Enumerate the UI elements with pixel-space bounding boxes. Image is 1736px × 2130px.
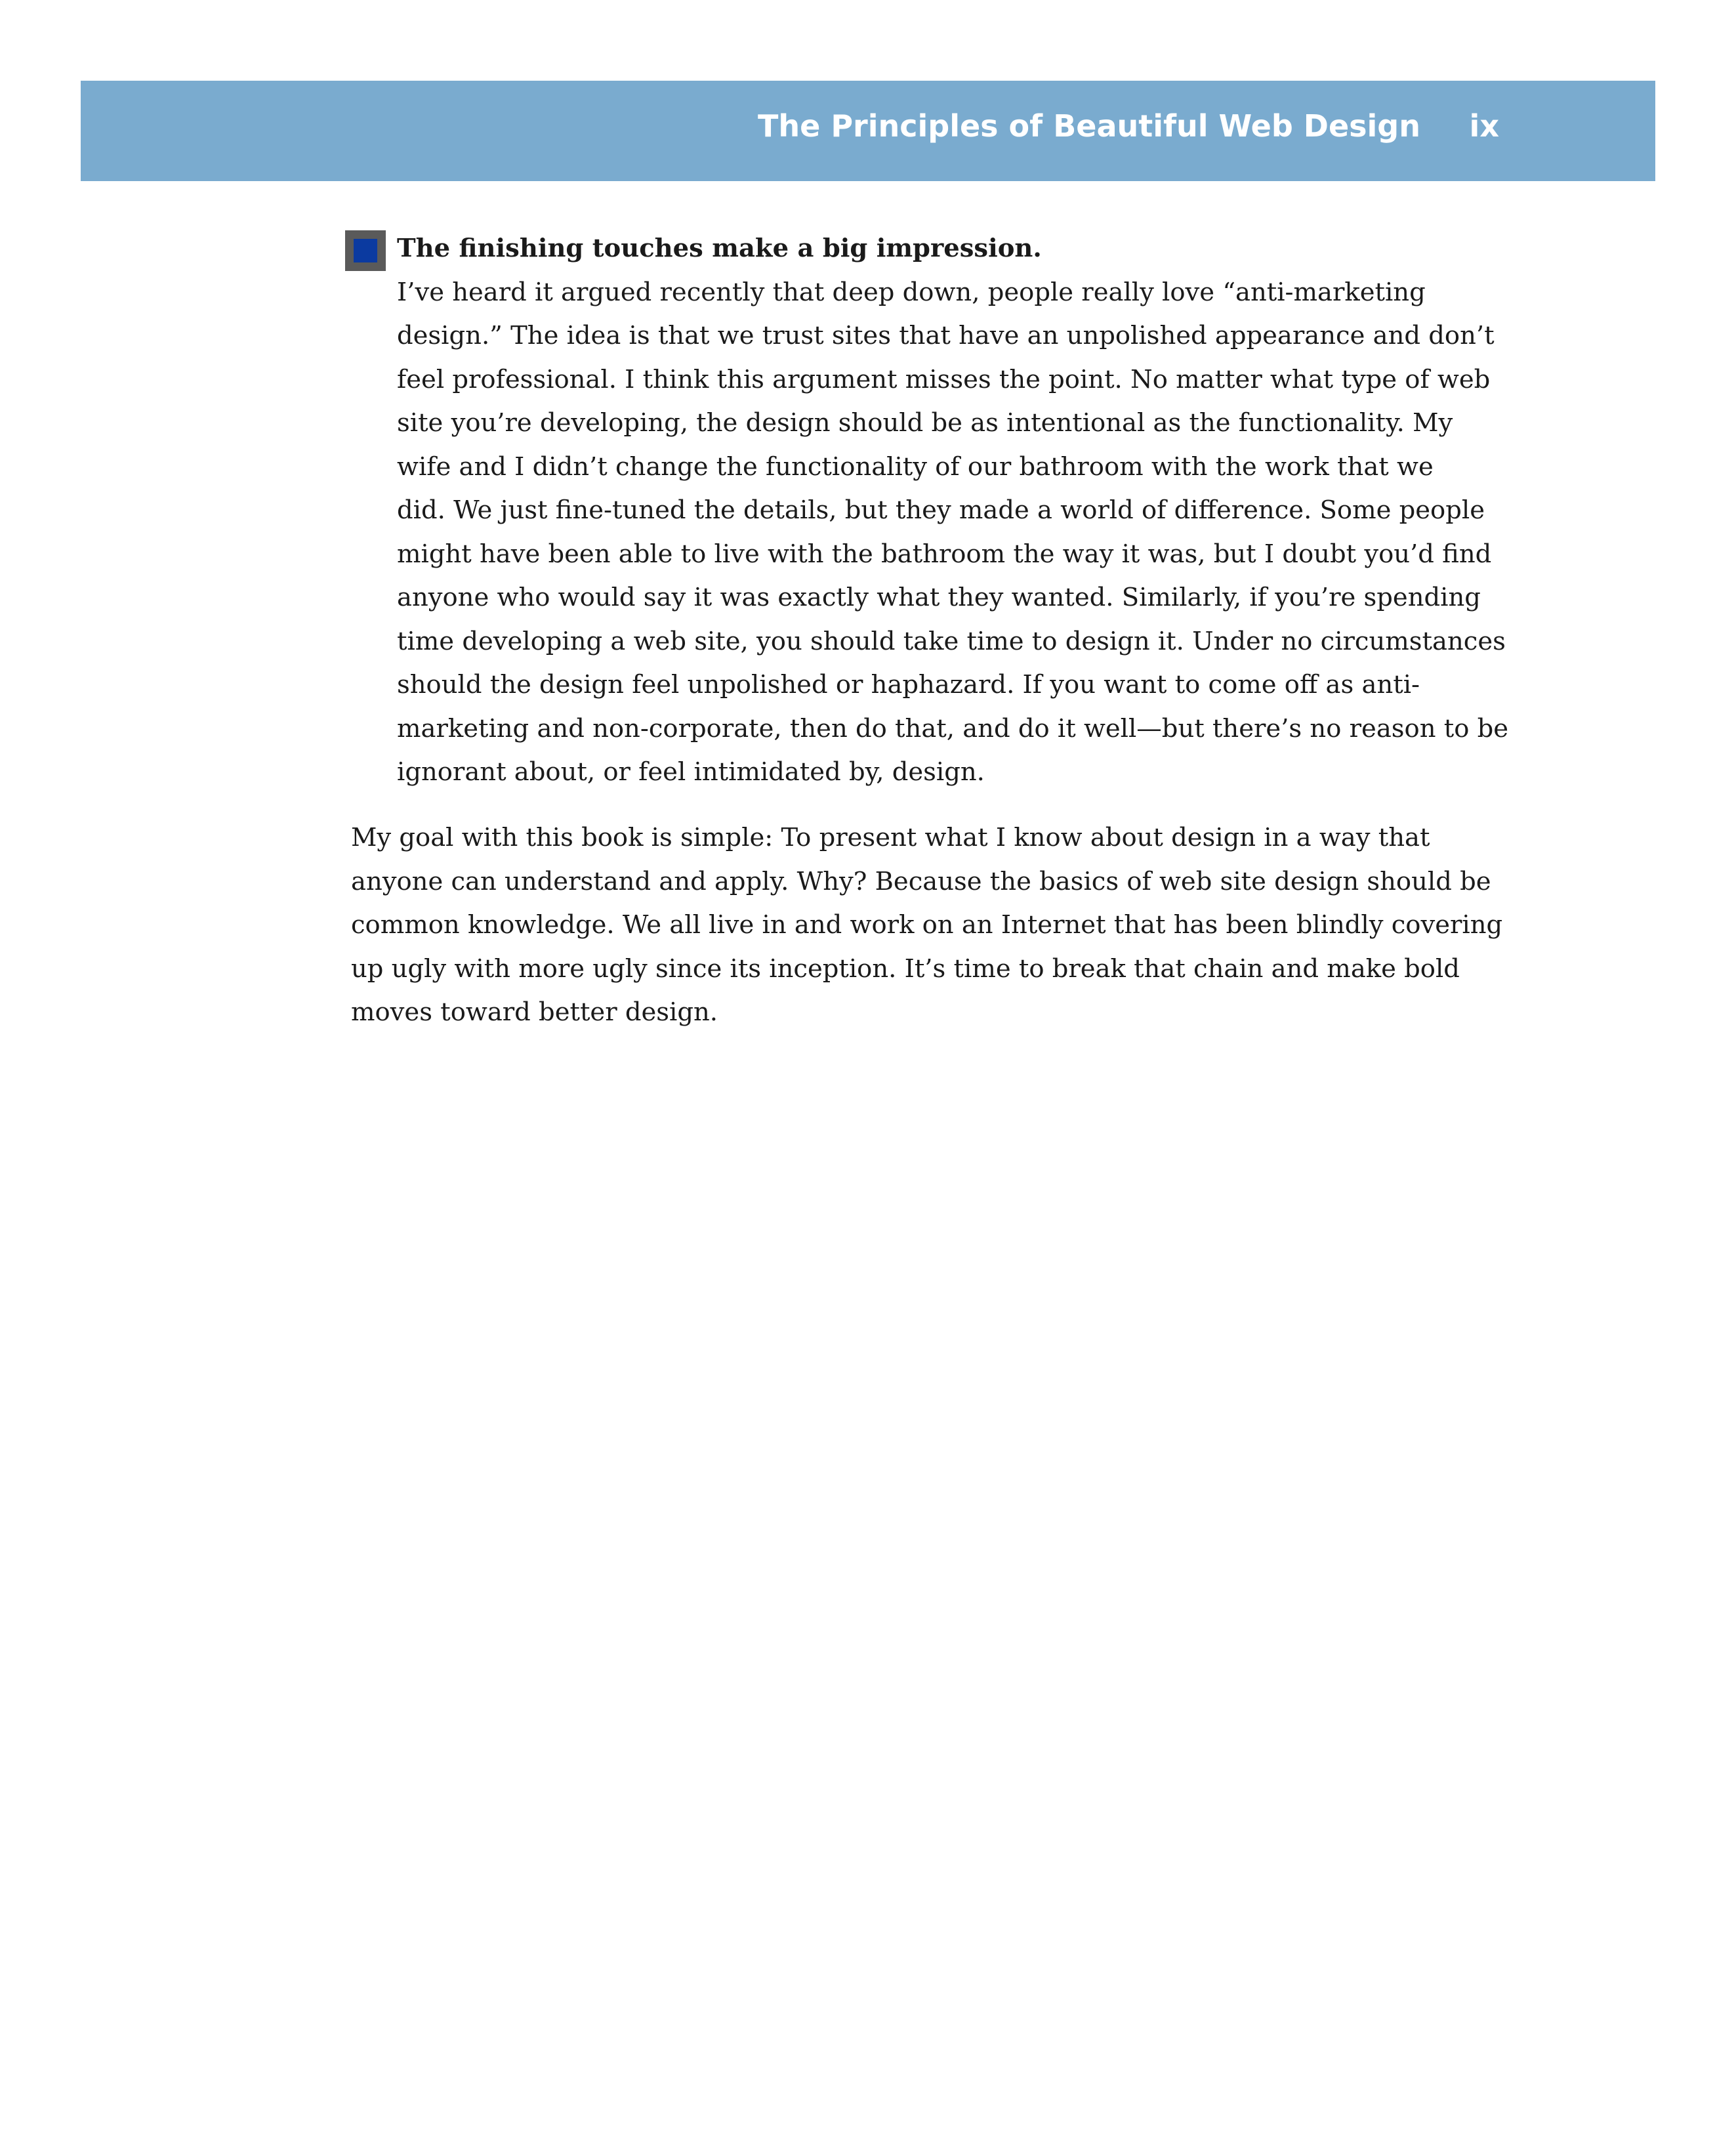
bullet-text-line: ignorant about, or feel intimidated by, design. bbox=[397, 757, 985, 787]
bullet-text-line: design.” The idea is that we trust sites that have an unpolished appearance and don’t bbox=[397, 321, 1495, 350]
paragraph-line: common knowledge. We all live in and work on an Internet that has been blindly covering bbox=[351, 910, 1503, 940]
bullet-content bbox=[397, 227, 1525, 795]
bullet-text-line: time developing a web site, you should take time to design it. Under no circumstances bbox=[397, 626, 1506, 656]
paragraph-line: up ugly with more ugly since its inception. It’s time to break that chain and make bold bbox=[351, 953, 1460, 984]
page-number: ix bbox=[1469, 108, 1499, 144]
bullet-text-line: wife and I didn’t change the functionality of our bathroom with the work that we bbox=[397, 451, 1434, 482]
bullet-heading: The finishing touches make a big impression. bbox=[397, 234, 1042, 263]
paragraph-line: anyone can understand and apply. Why? Because the basics of web site design should be bbox=[351, 866, 1491, 896]
bullet-text-line: site you’re developing, the design should be as intentional as the functionality. My bbox=[397, 408, 1453, 438]
running-header-title: The Principles of Beautiful Web Design bbox=[757, 108, 1420, 144]
bullet-text-line: marketing and non-corporate, then do that, and do it well—but there’s no reason to be bbox=[397, 713, 1509, 743]
bullet-text-line: feel professional. I think this argument misses the point. No matter what type of web bbox=[397, 364, 1491, 394]
paragraph-line: My goal with this book is simple: To present what I know about design in a way that bbox=[351, 823, 1430, 852]
paragraph-line: moves toward better design. bbox=[351, 997, 718, 1027]
bullet-text-line: I’ve heard it argued recently that deep down, people really love “anti-marketing bbox=[397, 277, 1426, 307]
bullet-text-line: should the design feel unpolished or haphazard. If you want to come off as anti- bbox=[397, 670, 1420, 700]
running-header bbox=[81, 81, 1655, 181]
square-bullet-icon bbox=[345, 230, 386, 271]
bullet-text-line: might have been able to live with the bathroom the way it was, but I doubt you’d find bbox=[397, 539, 1492, 569]
bullet-text-line: anyone who would say it was exactly what they wanted. Similarly, if you’re spending bbox=[397, 583, 1481, 612]
body-paragraph bbox=[351, 816, 1532, 1035]
bullet-text-line: did. We just fine-tuned the details, but they made a world of difference. Some people bbox=[397, 495, 1485, 525]
